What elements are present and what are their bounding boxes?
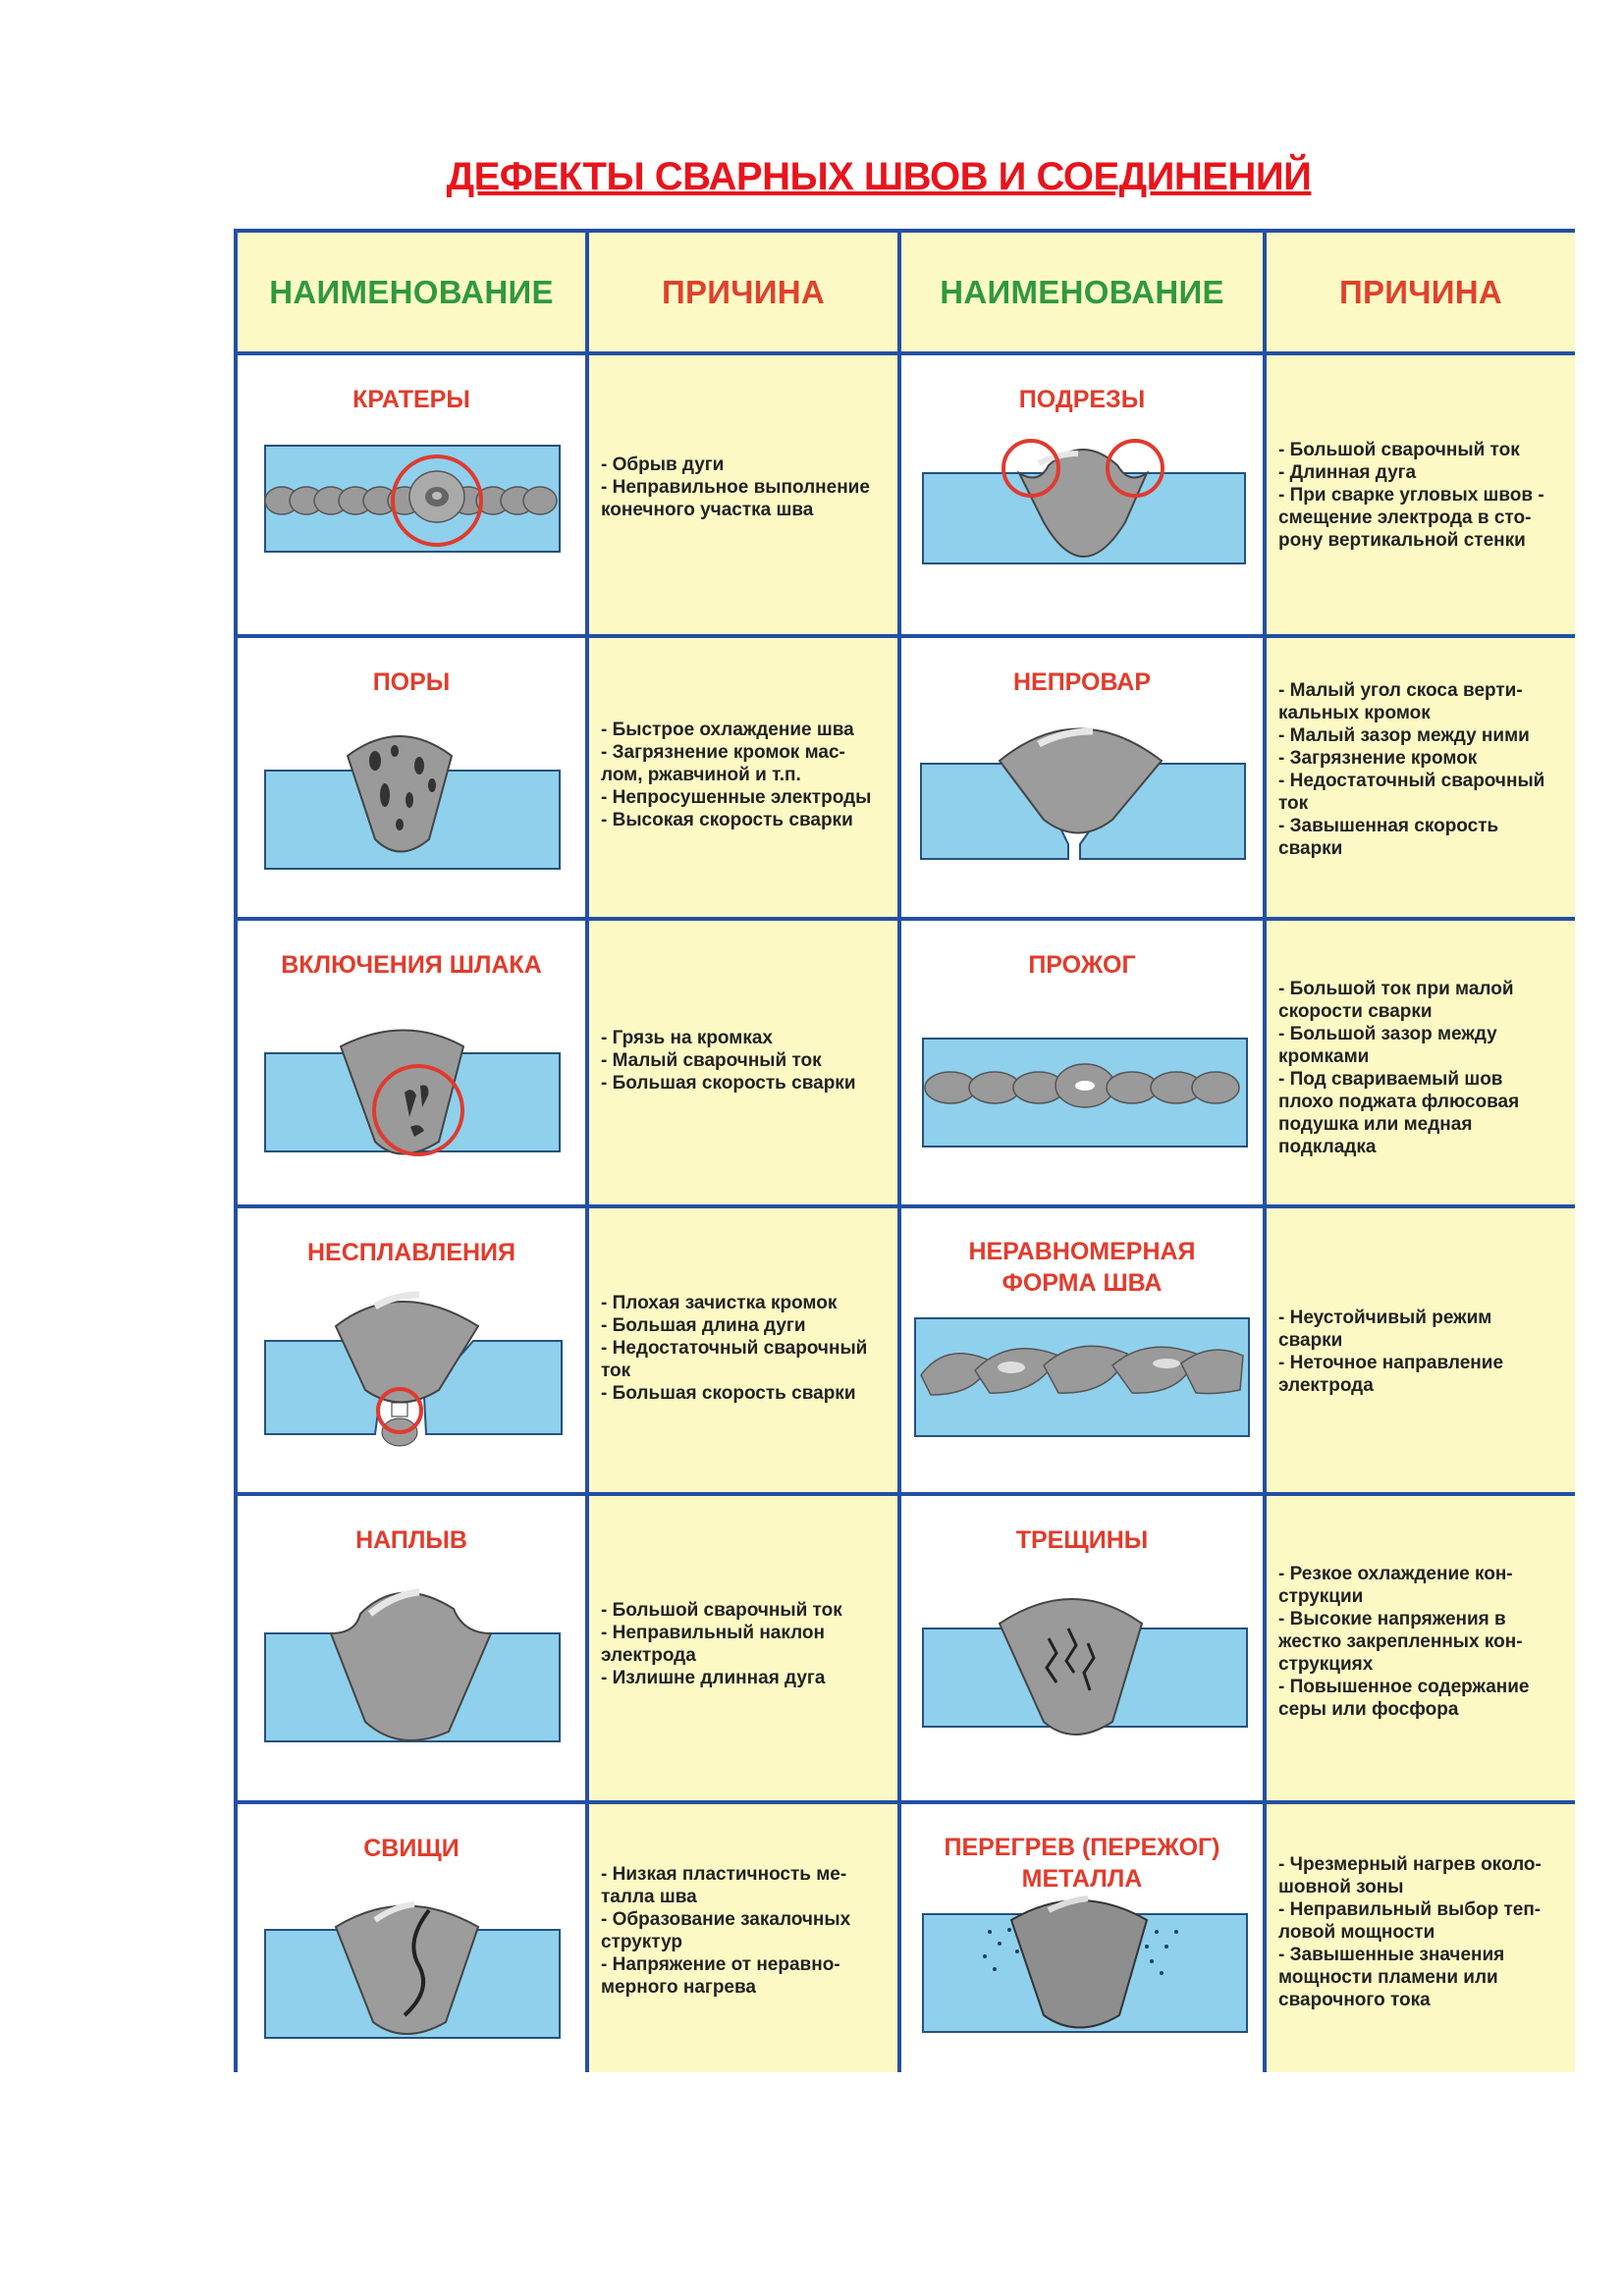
header-name-left: НАИМЕНОВАНИЕ <box>234 229 589 351</box>
cause-cell-cracks <box>1267 1492 1575 1800</box>
cause-cell-overheating <box>1267 1800 1575 2072</box>
cause-text: - Неустойчивый режим сварки - Неточное направление электрода <box>1278 1308 1504 1396</box>
defect-cell-slag-inclusions <box>234 917 589 1204</box>
cause-cell-undercuts <box>1267 351 1575 634</box>
overlap-illustration <box>238 1496 589 1784</box>
cause-cell-lack-of-penetration <box>1267 634 1575 917</box>
defect-name: НЕПРОВАР <box>1012 668 1152 696</box>
defect-name: ПРОЖОГ <box>1028 951 1136 979</box>
cause-cell-craters <box>589 351 901 634</box>
defect-cell-craters <box>234 351 589 634</box>
defect-name: НЕСПЛАВЛЕНИЯ <box>307 1239 515 1266</box>
defect-name: НЕРАВНОМЕРНАЯ ФОРМА ШВА <box>968 1238 1196 1297</box>
lack-of-fusion-illustration <box>238 1208 589 1496</box>
header-cause-left: ПРИЧИНА <box>589 229 901 351</box>
defect-cell-lack-of-fusion <box>234 1204 589 1492</box>
cause-cell-fistulas <box>589 1800 901 2072</box>
defect-cell-overlap <box>234 1492 589 1800</box>
craters-illustration <box>238 355 589 638</box>
defect-cell-uneven-weld-shape <box>901 1204 1267 1492</box>
cause-cell-slag-inclusions <box>589 917 901 1204</box>
defect-name: СВИЩИ <box>363 1835 460 1862</box>
cracks-illustration <box>901 1496 1263 1784</box>
defect-cell-burn-through <box>901 917 1267 1204</box>
defect-name: ПОРЫ <box>372 668 451 696</box>
defect-name: НАПЛЫВ <box>355 1526 467 1554</box>
page-title: ДЕФЕКТЫ СВАРНЫХ ШВОВ И СОЕДИНЕНИЙ <box>446 155 1312 198</box>
cause-text: - Низкая пластичность ме- талла шва - Образование закалочных структур - Напряжение от неравно- мерного нагрева <box>601 1864 851 1998</box>
cause-text: - Грязь на кромках - Малый сварочный ток - Большая скорость сварки <box>601 1028 856 1094</box>
cause-text: - Большой сварочный ток - Длинная дуга - При сварке угловых швов - смещение электрода в сто- рону вертикальной стенки <box>1278 440 1544 551</box>
header-cause-right: ПРИЧИНА <box>1267 229 1575 351</box>
cause-cell-uneven-weld-shape <box>1267 1204 1575 1492</box>
header-name-right: НАИМЕНОВАНИЕ <box>901 229 1267 351</box>
defects-table <box>234 229 1575 2072</box>
defect-name: ТРЕЩИНЫ <box>1015 1526 1149 1554</box>
uneven-weld-shape-illustration <box>901 1208 1263 1496</box>
defect-name: КРАТЕРЫ <box>352 386 470 413</box>
defect-cell-cracks <box>901 1492 1267 1800</box>
fistulas-illustration <box>238 1804 589 2112</box>
cause-text: - Быстрое охлаждение шва - Загрязнение кромок мас- лом, ржавчиной и т.п. - Непросушенные электроды - Высокая скорость сварки <box>601 720 872 830</box>
cause-text: - Плохая зачистка кромок - Большая длина дуги - Недостаточный сварочный ток - Большая скорость сварки <box>601 1293 868 1404</box>
slag-inclusions-illustration <box>238 921 589 1203</box>
cause-text: - Малый угол скоса верти- кальных кромок - Малый зазор между ними - Загрязнение кромок - Недостаточный сварочный ток - Завышенная скорость сварки <box>1278 680 1545 859</box>
cause-text: - Резкое охлаждение кон- струкции - Высокие напряжения в жестко закрепленных кон- струкциях - Повышенное содержание серы или фосфора <box>1278 1564 1530 1720</box>
cause-text: - Большой ток при малой скорости сварки - Большой зазор между кромками - Под свариваемый шов плохо поджата флюсовая подушка или медная подкладка <box>1278 979 1520 1157</box>
defect-name: ВКЛЮЧЕНИЯ ШЛАКА <box>281 951 542 979</box>
cause-cell-lack-of-fusion <box>589 1204 901 1492</box>
defect-cell-undercuts <box>901 351 1267 634</box>
pores-illustration <box>238 638 589 921</box>
burn-through-illustration <box>901 921 1263 1203</box>
cause-text: - Чрезмерный нагрев около- шовной зоны - Неправильный выбор теп- ловой мощности - Завышенные значения мощности пламени или сварочного тока <box>1278 1854 1542 2010</box>
cause-cell-pores <box>589 634 901 917</box>
defect-cell-pores <box>234 634 589 917</box>
undercuts-illustration <box>901 355 1263 638</box>
cause-cell-overlap <box>589 1492 901 1800</box>
defect-cell-overheating <box>901 1800 1267 2072</box>
overheating-illustration <box>901 1804 1263 2112</box>
cause-text: - Обрыв дуги - Неправильное выполнение конечного участка шва <box>601 454 870 520</box>
lack-of-penetration-illustration <box>901 638 1263 921</box>
defect-name: ПЕРЕГРЕВ (ПЕРЕЖОГ) МЕТАЛЛА <box>944 1834 1220 1893</box>
defect-cell-lack-of-penetration <box>901 634 1267 917</box>
cause-text: - Большой сварочный ток - Неправильный наклон электрода - Излишне длинная дуга <box>601 1600 842 1688</box>
defect-cell-fistulas <box>234 1800 589 2072</box>
defect-name: ПОДРЕЗЫ <box>1018 386 1146 413</box>
cause-cell-burn-through <box>1267 917 1575 1204</box>
